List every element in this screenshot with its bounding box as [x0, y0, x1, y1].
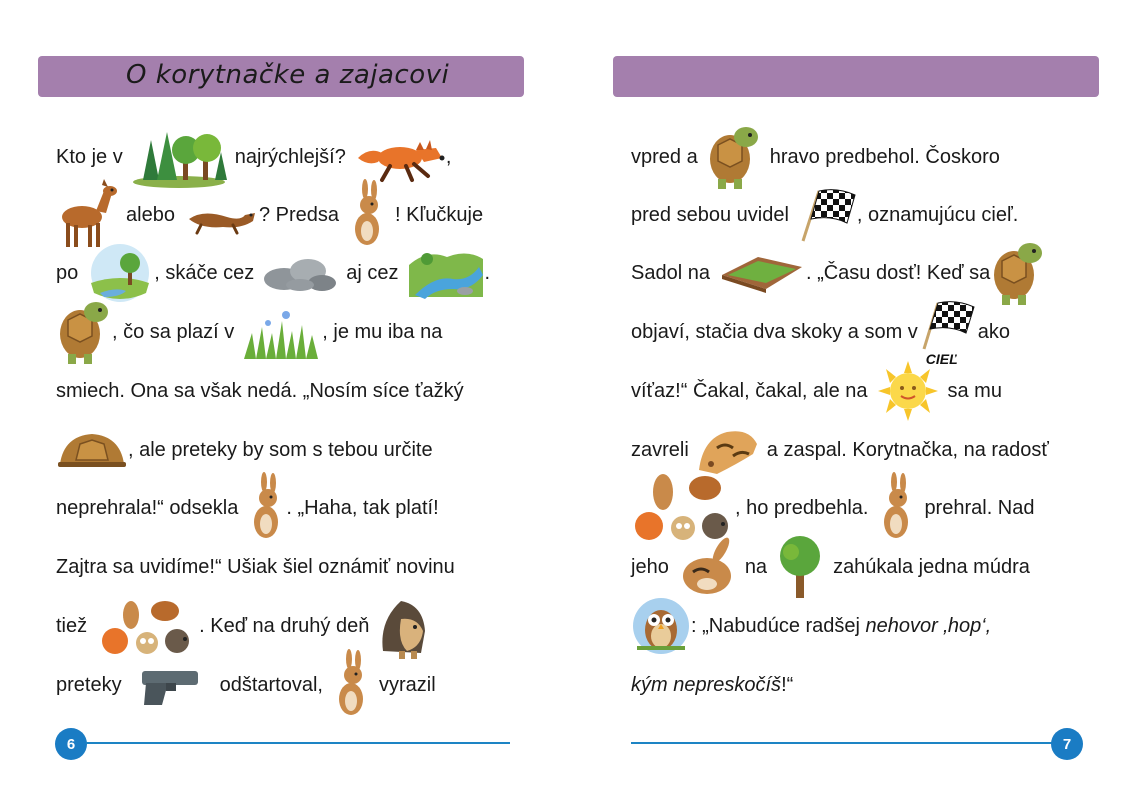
text: aj cez [346, 261, 399, 284]
text-line-8 [56, 538, 540, 596]
checkered-flag-icon [797, 187, 857, 243]
text-line-5 [56, 362, 540, 420]
text-line-2 [56, 186, 540, 244]
text: : „Nabudúce radšej [691, 614, 866, 637]
stream-icon [407, 245, 485, 301]
hare-icon [876, 472, 916, 544]
text: vpred a [631, 145, 698, 168]
title-bar [613, 56, 1099, 97]
text: . [484, 261, 491, 284]
owl-icon [631, 596, 691, 656]
text: Zajtra sa uvidíme!“ Ušiak šiel oznámiť novinu [56, 555, 455, 578]
text: najrýchlejší? [234, 145, 346, 168]
text: na [744, 555, 768, 578]
text-line-10 [56, 656, 540, 714]
text: , čo sa plazí v [112, 320, 235, 343]
page-number: 7 [1051, 728, 1083, 760]
tortoise-shell-icon [56, 430, 128, 470]
text: , skáče cez [154, 261, 255, 284]
deer-icon [56, 179, 118, 251]
text: sa mu [947, 379, 1002, 402]
hare-icon [347, 179, 387, 251]
text: , oznamujúcu cieľ. [856, 203, 1019, 226]
text: !“ [781, 673, 794, 696]
text-line-1 [631, 128, 1115, 186]
text: alebo [126, 203, 175, 226]
text: . „Času dosť! Keď sa [805, 261, 991, 284]
animal-friends-icon [95, 595, 199, 657]
text-line-10 [631, 656, 1115, 714]
meadow-icon [86, 243, 154, 303]
hare-head-icon [677, 536, 737, 598]
right-page [575, 0, 1135, 800]
hare-icon [331, 649, 371, 721]
tortoise-icon [706, 121, 762, 193]
text-italic: nehovor ‚hop‘, [865, 614, 992, 637]
text: , ho predbehla. [735, 496, 869, 519]
text-italic: kým nepreskočíš [631, 673, 782, 696]
text: víťaz!“ Čakal, čakal, ale na [631, 379, 868, 402]
sleepy-eyes-icon [697, 424, 759, 476]
forest-icon [131, 126, 227, 188]
text: smiech. Ona sa však nedá. „Nosím síce ťažký [56, 379, 464, 402]
hedgehog-icon [377, 591, 429, 661]
tree-icon [775, 534, 825, 600]
text-line-6 [56, 421, 540, 479]
text-line-4 [631, 303, 1115, 367]
text: ako [977, 320, 1011, 343]
finish-label: CIEĽ [925, 351, 958, 367]
text: ! Kľučkuje [395, 203, 484, 226]
grass-turf-icon [718, 251, 806, 295]
text-line-1 [56, 128, 540, 186]
text-line-2 [631, 186, 1115, 244]
text: objaví, stačia dva skoky a som v [631, 320, 918, 343]
text: . Keď na druhý deň [199, 614, 370, 637]
footer-divider [86, 742, 510, 744]
left-page [0, 0, 560, 800]
text: pred sebou uvidel [631, 203, 789, 226]
grass-icon [242, 303, 322, 361]
text: prehral. Nad [924, 496, 1035, 519]
text: , ale preteky by som s tebou určite [128, 438, 433, 461]
text-line-7 [56, 479, 540, 537]
footer-divider [631, 742, 1055, 744]
text-line-9 [631, 597, 1115, 655]
text: jeho [631, 555, 669, 578]
text-line-3 [631, 244, 1115, 302]
text: zavreli [631, 438, 689, 461]
text: neprehrala!“ odsekla [56, 496, 239, 519]
text-line-5 [631, 362, 1115, 420]
page-title: O korytnačke a zajacovi [126, 60, 450, 90]
text-line-8 [631, 538, 1115, 596]
page-number: 6 [55, 728, 87, 760]
starter-pistol-icon [138, 663, 204, 707]
sun-icon [876, 361, 940, 421]
text: a zaspal. Korytnačka, na radosť [766, 438, 1049, 461]
text: , [445, 145, 452, 168]
text-line-3 [56, 244, 540, 302]
text-line-9 [56, 597, 540, 655]
text: Sadol na [631, 261, 710, 284]
text-line-7 [631, 479, 1115, 537]
fox-icon [354, 128, 446, 186]
text: . „Haha, tak platí! [286, 496, 439, 519]
text: vyrazil [378, 673, 436, 696]
weasel-icon [183, 193, 259, 237]
tortoise-icon [56, 296, 112, 368]
text: preteky [56, 673, 122, 696]
tortoise-icon [990, 237, 1046, 309]
text: ? Predsa [258, 203, 339, 226]
text: Kto je v [56, 145, 123, 168]
text: hravo predbehol. Čoskoro [769, 145, 1000, 168]
title-bar [38, 56, 524, 97]
animal-friends-icon [631, 470, 735, 546]
hare-icon [246, 472, 286, 544]
finish-flag-icon [918, 299, 978, 365]
text-line-4 [56, 303, 540, 361]
text: zahúkala jedna múdra [833, 555, 1030, 578]
text: po [56, 261, 79, 284]
text: odštartoval, [219, 673, 323, 696]
text: tiež [56, 614, 88, 637]
text: , je mu iba na [322, 320, 443, 343]
stones-icon [262, 253, 338, 293]
